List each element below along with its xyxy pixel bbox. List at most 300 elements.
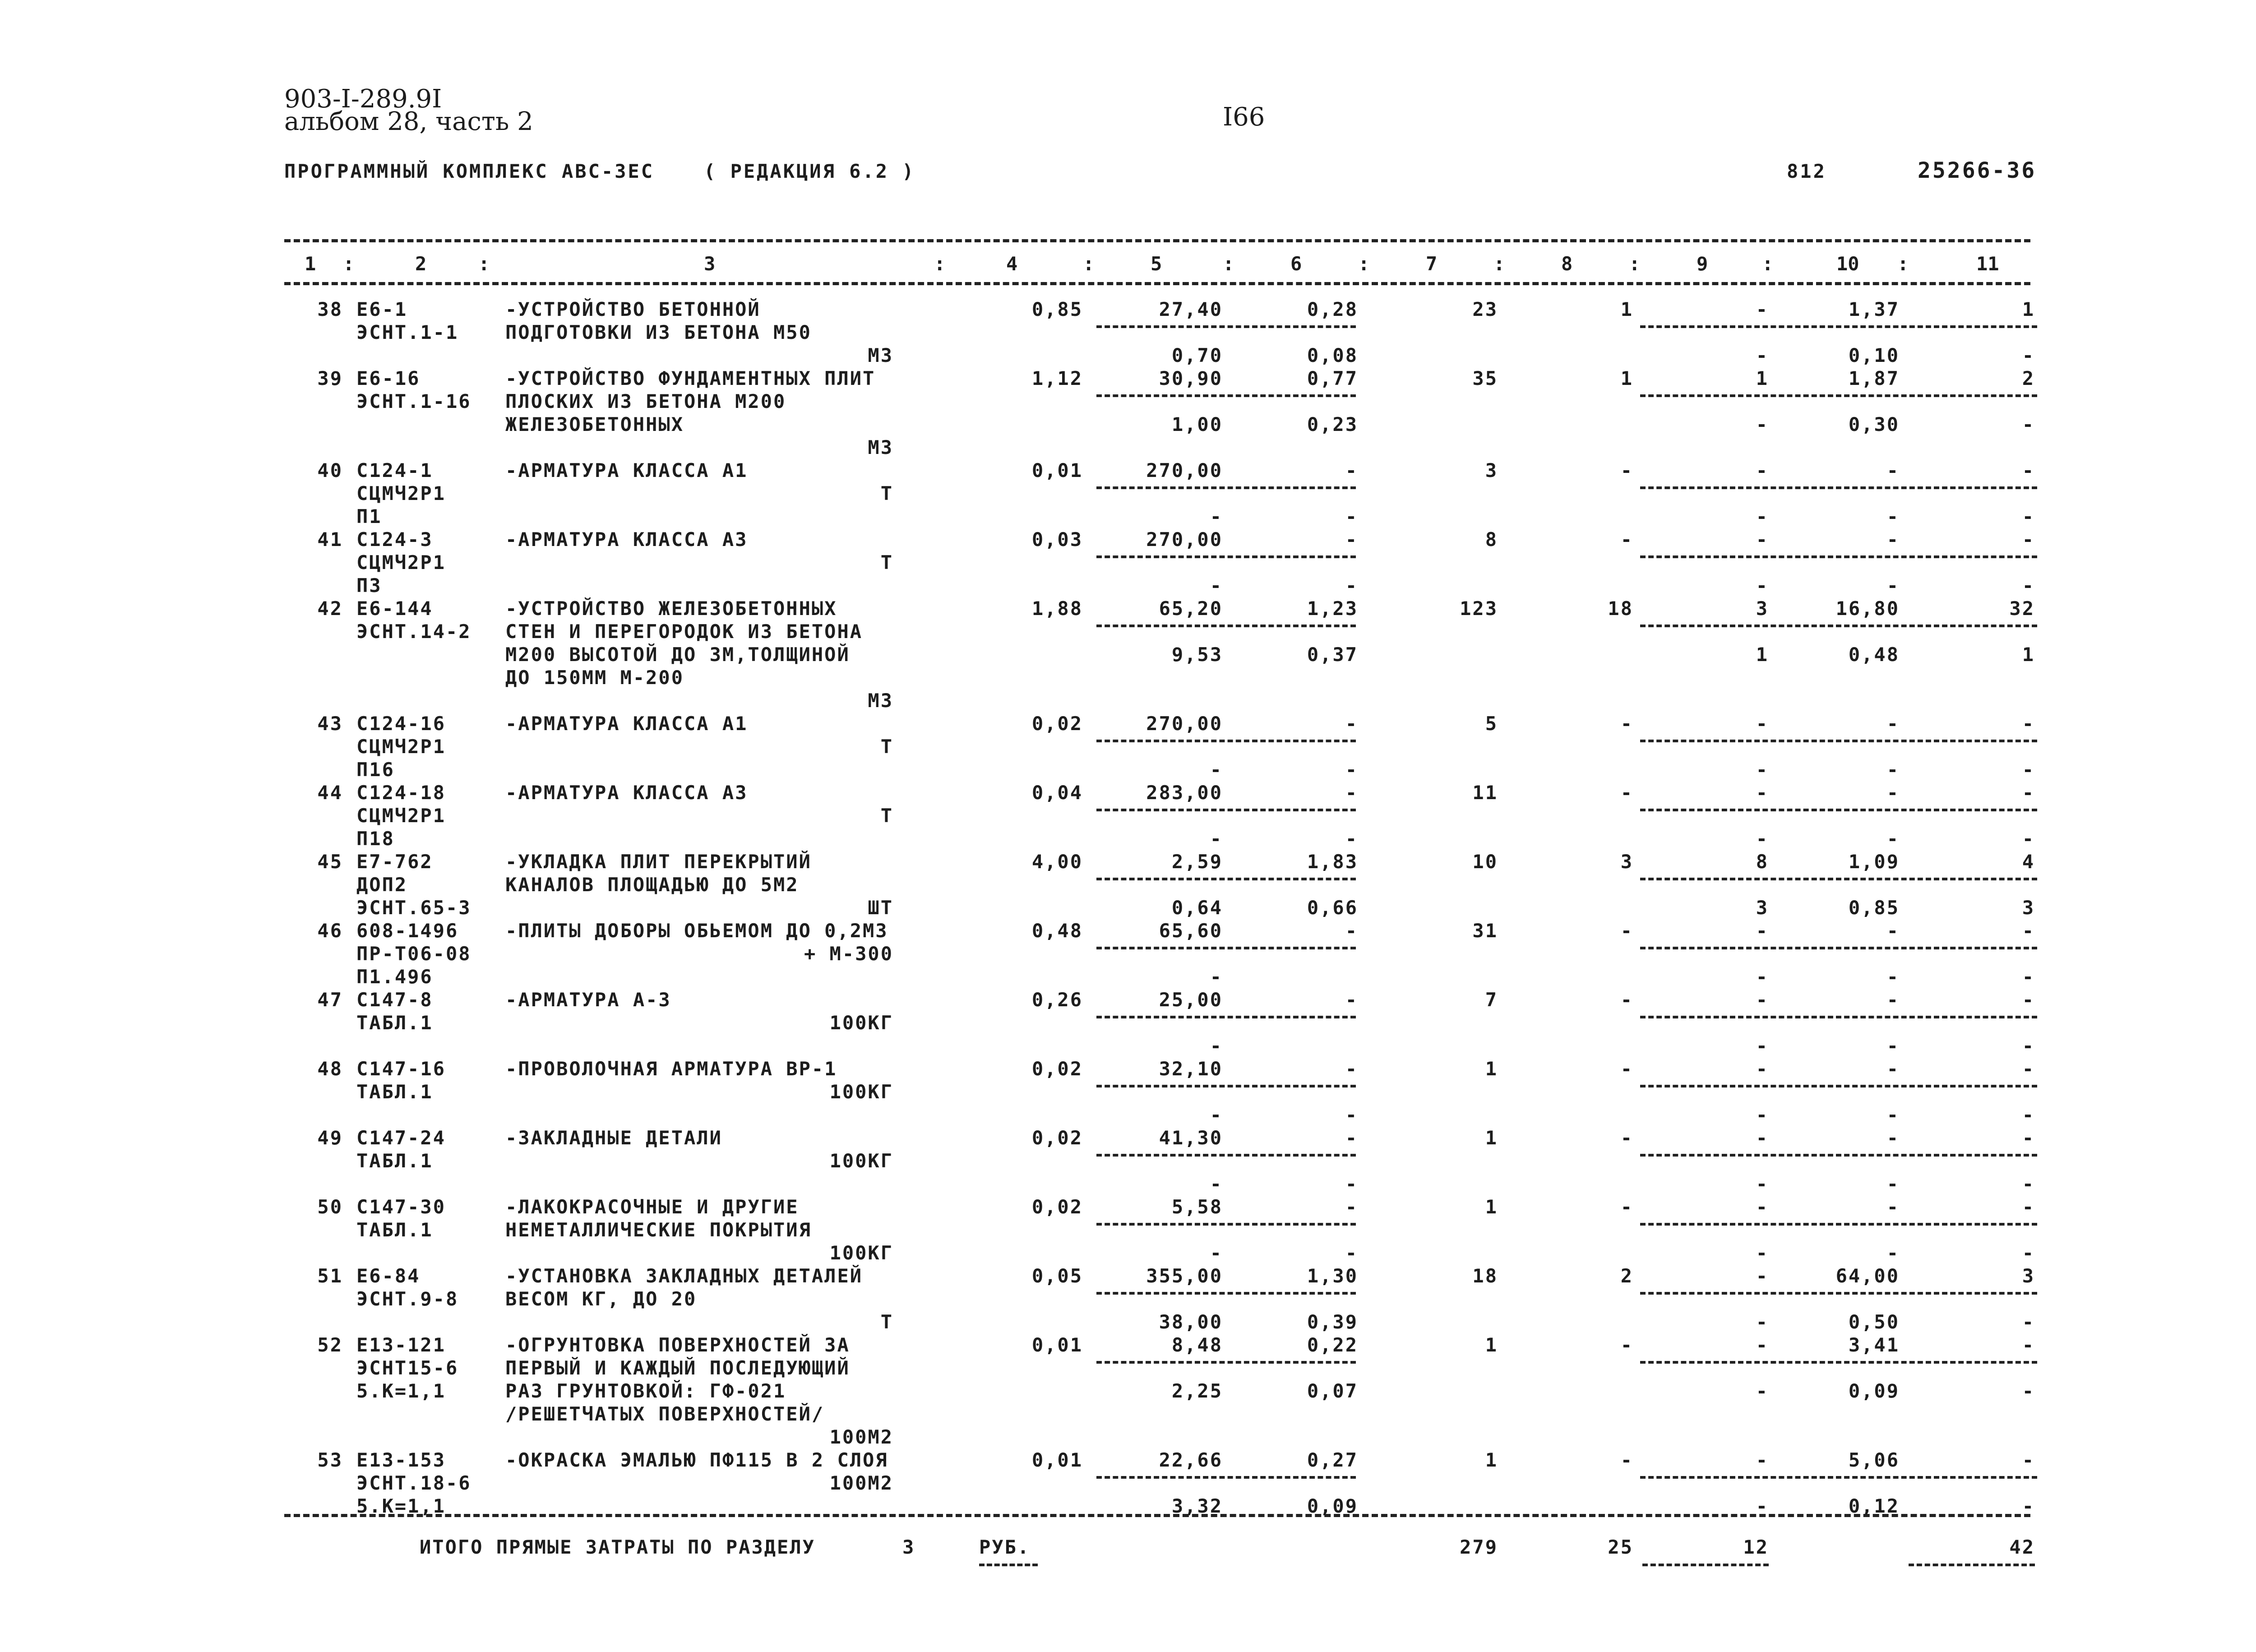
row-col7: 1 — [1485, 1127, 1498, 1149]
row-code: ЭСНТ.65-3 — [356, 897, 472, 919]
row-number: 48 — [317, 1058, 343, 1080]
cell-divider — [1096, 878, 1356, 880]
total-col9-underline — [1642, 1564, 1769, 1566]
row-unit: М3 — [868, 436, 893, 458]
row-code: ЭСНТ.9-8 — [356, 1288, 459, 1310]
row-description: ПЕРВЫЙ И КАЖДЫЙ ПОСЛЕДУЮЩИЙ — [505, 1357, 850, 1379]
row-col11-sub: - — [2022, 1495, 2035, 1517]
row-col9: 1 — [1756, 367, 1769, 389]
row-number: 40 — [317, 459, 343, 481]
row-col6-sub: 0,07 — [1307, 1380, 1358, 1402]
row-col9: - — [1756, 459, 1769, 481]
row-col6-sub: 0,37 — [1307, 643, 1358, 666]
row-quantity: 0,01 — [1031, 459, 1083, 481]
row-code: П18 — [356, 828, 395, 850]
cell-divider — [1096, 1292, 1356, 1295]
row-col10-sub: - — [1886, 505, 1900, 528]
row-col10: - — [1886, 528, 1900, 551]
row-col11: 2 — [2022, 367, 2035, 389]
row-col5-sub: - — [1210, 1242, 1223, 1264]
row-col7: 11 — [1472, 782, 1498, 804]
row-col11: - — [2022, 528, 2035, 551]
row-code: С147-30 — [356, 1196, 446, 1218]
row-unit: 100М2 — [829, 1426, 893, 1448]
row-code: СЦМЧ2Р1 — [356, 736, 446, 758]
row-quantity: 0,04 — [1031, 782, 1083, 804]
row-col6: - — [1345, 989, 1358, 1011]
row-quantity: 0,02 — [1031, 1196, 1083, 1218]
cell-divider — [1096, 1476, 1356, 1479]
row-col6: 0,77 — [1307, 367, 1358, 389]
row-col5: 283,00 — [1146, 782, 1223, 804]
row-col7: 7 — [1485, 989, 1498, 1011]
row-quantity: 0,02 — [1031, 1127, 1083, 1149]
row-code: ТАБЛ.1 — [356, 1219, 433, 1241]
row-description: СТЕН И ПЕРЕГОРОДОК ИЗ БЕТОНА — [505, 620, 863, 643]
album-info: альбом 28, часть 2 — [284, 107, 533, 136]
row-code: ЭСНТ15-6 — [356, 1357, 459, 1379]
program-title: ПРОГРАММНЫЙ КОМПЛЕКС АВС-3ЕС — [284, 160, 655, 182]
doc-number: 903-I-289.9I — [284, 84, 442, 114]
column-header-2: 2 — [415, 253, 427, 275]
row-code: 5.К=1,1 — [356, 1495, 446, 1517]
row-col10: - — [1886, 1196, 1900, 1218]
row-code: ТАБЛ.1 — [356, 1150, 433, 1172]
cell-divider — [1640, 1223, 2037, 1226]
column-separator: : — [1358, 253, 1370, 275]
row-col6: - — [1345, 1196, 1358, 1218]
cell-divider — [1096, 740, 1356, 742]
row-col5: 22,66 — [1159, 1449, 1223, 1471]
total-currency: РУБ. — [979, 1536, 1031, 1558]
row-quantity: 1,12 — [1031, 367, 1083, 389]
row-col9: - — [1756, 1127, 1769, 1149]
row-quantity: 0,01 — [1031, 1334, 1083, 1356]
row-unit: Т — [880, 482, 893, 504]
row-col9-sub: 3 — [1756, 897, 1769, 919]
row-unit: 100КГ — [829, 1242, 893, 1264]
row-col5-sub: 9,53 — [1171, 643, 1223, 666]
total-col7: 279 — [1460, 1536, 1498, 1558]
row-description: КАНАЛОВ ПЛОЩАДЬЮ ДО 5М2 — [505, 874, 799, 896]
row-col9: 8 — [1756, 851, 1769, 873]
row-number: 50 — [317, 1196, 343, 1218]
row-number: 41 — [317, 528, 343, 551]
row-col5: 270,00 — [1146, 528, 1223, 551]
row-col11: - — [2022, 459, 2035, 481]
row-code: С124-1 — [356, 459, 433, 481]
row-description: М200 ВЫСОТОЙ ДО 3М,ТОЛЩИНОЙ — [505, 643, 850, 666]
row-col10-sub: 0,12 — [1848, 1495, 1900, 1517]
row-code: П3 — [356, 574, 382, 597]
column-separator: : — [1493, 253, 1505, 275]
row-col10: - — [1886, 782, 1900, 804]
row-code: ЭСНТ.1-1 — [356, 321, 459, 343]
cell-divider — [1096, 1016, 1356, 1018]
cell-divider — [1096, 394, 1356, 397]
row-col9: - — [1756, 1196, 1769, 1218]
row-number: 49 — [317, 1127, 343, 1149]
column-separator: : — [1083, 253, 1095, 275]
row-col7: 1 — [1485, 1449, 1498, 1471]
program-edition: ( РЕДАКЦИЯ 6.2 ) — [704, 160, 915, 182]
row-quantity: 0,05 — [1031, 1265, 1083, 1287]
row-quantity: 0,02 — [1031, 713, 1083, 735]
row-col11-sub: - — [2022, 1242, 2035, 1264]
row-col9-sub: - — [1756, 759, 1769, 781]
row-unit: М3 — [868, 344, 893, 366]
cell-divider — [1096, 1085, 1356, 1087]
row-col8: 2 — [1620, 1265, 1633, 1287]
row-col10: 1,09 — [1848, 851, 1900, 873]
row-col5: 270,00 — [1146, 459, 1223, 481]
cell-divider — [1640, 1016, 2037, 1018]
row-quantity: 0,03 — [1031, 528, 1083, 551]
document-code: 25266-36 — [1918, 158, 2037, 183]
row-col8: - — [1620, 989, 1633, 1011]
row-col5-sub: - — [1210, 505, 1223, 528]
row-col9-sub: 1 — [1756, 643, 1769, 666]
row-col6: - — [1345, 459, 1358, 481]
row-col6-sub: - — [1345, 1173, 1358, 1195]
row-col9-sub: - — [1756, 828, 1769, 850]
row-col10: 16,80 — [1835, 597, 1900, 620]
row-col11-sub: - — [2022, 759, 2035, 781]
row-col6-sub: - — [1345, 759, 1358, 781]
row-col11: 32 — [2009, 597, 2035, 620]
cell-divider — [1096, 1154, 1356, 1157]
row-description: -УСТРОЙСТВО ФУНДАМЕНТНЫХ ПЛИТ — [505, 367, 876, 389]
row-col10-sub: - — [1886, 966, 1900, 988]
row-unit: + М-300 — [804, 943, 893, 965]
row-col11-sub: - — [2022, 505, 2035, 528]
row-col7: 10 — [1472, 851, 1498, 873]
row-col7: 1 — [1485, 1196, 1498, 1218]
row-description: -УСТРОЙСТВО БЕТОННОЙ — [505, 298, 761, 320]
row-col6-sub: - — [1345, 505, 1358, 528]
row-col8: 1 — [1620, 367, 1633, 389]
row-col11-sub: - — [2022, 1173, 2035, 1195]
row-col11-sub: - — [2022, 413, 2035, 435]
column-header-11: 11 — [1976, 253, 1999, 275]
row-unit: 100КГ — [829, 1012, 893, 1034]
column-header-5: 5 — [1151, 253, 1162, 275]
cell-divider — [1096, 325, 1356, 328]
row-col8: - — [1620, 1127, 1633, 1149]
table-header-rule — [284, 282, 2030, 285]
row-col9: - — [1756, 528, 1769, 551]
row-col7: 31 — [1472, 920, 1498, 942]
row-code: Е6-144 — [356, 597, 433, 620]
row-col9: - — [1756, 1334, 1769, 1356]
code-812: 812 — [1787, 160, 1826, 182]
row-code: 608-1496 — [356, 920, 459, 942]
row-description: -ПРОВОЛОЧНАЯ АРМАТУРА ВР-1 — [505, 1058, 837, 1080]
row-description: -АРМАТУРА КЛАССА А1 — [505, 459, 748, 481]
row-col11: - — [2022, 1058, 2035, 1080]
row-col9: - — [1756, 1449, 1769, 1471]
row-col10-sub: - — [1886, 1104, 1900, 1126]
row-col5: 270,00 — [1146, 713, 1223, 735]
row-col6-sub: 0,23 — [1307, 413, 1358, 435]
row-col11-sub: - — [2022, 344, 2035, 366]
row-code: ДОП2 — [356, 874, 408, 896]
cell-divider — [1096, 1361, 1356, 1364]
cell-divider — [1096, 809, 1356, 811]
row-description: -АРМАТУРА А-3 — [505, 989, 671, 1011]
row-col9: - — [1756, 298, 1769, 320]
row-quantity: 0,02 — [1031, 1058, 1083, 1080]
row-code: С147-24 — [356, 1127, 446, 1149]
total-label: ИТОГО ПРЯМЫЕ ЗАТРАТЫ ПО РАЗДЕЛУ — [420, 1536, 815, 1558]
row-col6-sub: - — [1345, 1242, 1358, 1264]
row-col11-sub: - — [2022, 1311, 2035, 1333]
row-number: 42 — [317, 597, 343, 620]
row-col5: 25,00 — [1159, 989, 1223, 1011]
column-header-4: 4 — [1006, 253, 1018, 275]
row-unit: 100КГ — [829, 1150, 893, 1172]
row-col5-sub: 38,00 — [1159, 1311, 1223, 1333]
row-code: Е7-762 — [356, 851, 433, 873]
row-col10-sub: - — [1886, 1173, 1900, 1195]
row-col5-sub: - — [1210, 1104, 1223, 1126]
row-col11: - — [2022, 989, 2035, 1011]
row-col10-sub: 0,50 — [1848, 1311, 1900, 1333]
row-col5: 2,59 — [1171, 851, 1223, 873]
row-col11: - — [2022, 1334, 2035, 1356]
cell-divider — [1640, 1085, 2037, 1087]
row-description: -УСТРОЙСТВО ЖЕЛЕЗОБЕТОННЫХ — [505, 597, 837, 620]
row-col10: - — [1886, 1127, 1900, 1149]
row-col10-sub: - — [1886, 1242, 1900, 1264]
row-col5-sub: - — [1210, 1173, 1223, 1195]
row-col8: 3 — [1620, 851, 1633, 873]
row-col9-sub: - — [1756, 966, 1769, 988]
row-unit: 100М2 — [829, 1472, 893, 1494]
row-col9: - — [1756, 920, 1769, 942]
row-description: -ОКРАСКА ЭМАЛЬЮ ПФ115 В 2 СЛОЯ — [505, 1449, 888, 1471]
row-col6-sub: 0,39 — [1307, 1311, 1358, 1333]
row-col6: 1,23 — [1307, 597, 1358, 620]
row-col11-sub: - — [2022, 966, 2035, 988]
row-col8: 18 — [1608, 597, 1633, 620]
row-description: ЖЕЛЕЗОБЕТОННЫХ — [505, 413, 684, 435]
row-code: П1 — [356, 505, 382, 528]
column-separator: : — [478, 253, 490, 275]
row-col10-sub: 0,09 — [1848, 1380, 1900, 1402]
row-col7: 123 — [1460, 597, 1498, 620]
row-number: 45 — [317, 851, 343, 873]
row-code: П16 — [356, 759, 395, 781]
row-col7: 35 — [1472, 367, 1498, 389]
row-col8: 1 — [1620, 298, 1633, 320]
row-code: П1.496 — [356, 966, 433, 988]
row-col10-sub: 0,10 — [1848, 344, 1900, 366]
row-col5-sub: - — [1210, 1035, 1223, 1057]
row-col10: 5,06 — [1848, 1449, 1900, 1471]
row-col9-sub: - — [1756, 1035, 1769, 1057]
row-col8: - — [1620, 782, 1633, 804]
row-col9-sub: - — [1756, 574, 1769, 597]
row-description: /РЕШЕТЧАТЫХ ПОВЕРХНОСТЕЙ/ — [505, 1403, 825, 1425]
column-header-3: 3 — [704, 253, 716, 275]
row-col6-sub: 0,08 — [1307, 344, 1358, 366]
row-col6: 1,30 — [1307, 1265, 1358, 1287]
total-col9: 12 — [1743, 1536, 1769, 1558]
row-description: -АРМАТУРА КЛАССА А3 — [505, 782, 748, 804]
row-col10: 3,41 — [1848, 1334, 1900, 1356]
row-col7: 5 — [1485, 713, 1498, 735]
row-number: 47 — [317, 989, 343, 1011]
page-number: I66 — [1223, 102, 1265, 132]
row-number: 39 — [317, 367, 343, 389]
row-col5: 32,10 — [1159, 1058, 1223, 1080]
row-unit: 100КГ — [829, 1081, 893, 1103]
row-col5-sub: - — [1210, 966, 1223, 988]
row-col6-sub: 0,66 — [1307, 897, 1358, 919]
row-col11: - — [2022, 713, 2035, 735]
row-col7: 1 — [1485, 1334, 1498, 1356]
row-col10: 64,00 — [1835, 1265, 1900, 1287]
row-col9: - — [1756, 1058, 1769, 1080]
row-code: Е13-153 — [356, 1449, 446, 1471]
row-col10: - — [1886, 1058, 1900, 1080]
row-col7: 18 — [1472, 1265, 1498, 1287]
row-code: СЦМЧ2Р1 — [356, 482, 446, 504]
row-col10: - — [1886, 459, 1900, 481]
row-col5-sub: 0,70 — [1171, 344, 1223, 366]
row-col11-sub: - — [2022, 1380, 2035, 1402]
row-col10-sub: - — [1886, 828, 1900, 850]
table-top-rule — [284, 239, 2030, 242]
row-code: ТАБЛ.1 — [356, 1081, 433, 1103]
total-currency-underline — [979, 1564, 1038, 1566]
row-col5: 65,20 — [1159, 597, 1223, 620]
row-col6: 0,28 — [1307, 298, 1358, 320]
row-code: ЭСНТ.1-16 — [356, 390, 472, 412]
row-col6-sub: - — [1345, 828, 1358, 850]
row-col9: - — [1756, 782, 1769, 804]
row-col8: - — [1620, 528, 1633, 551]
total-col11: 42 — [2009, 1536, 2035, 1558]
row-col7: 23 — [1472, 298, 1498, 320]
cell-divider — [1640, 625, 2037, 627]
row-col10-sub: 0,48 — [1848, 643, 1900, 666]
cell-divider — [1640, 555, 2037, 558]
cell-divider — [1640, 325, 2037, 328]
total-col8: 25 — [1608, 1536, 1633, 1558]
row-col10-sub: - — [1886, 759, 1900, 781]
cell-divider — [1640, 1476, 2037, 1479]
column-header-6: 6 — [1290, 253, 1302, 275]
row-col9-sub: - — [1756, 1380, 1769, 1402]
row-col11-sub: 3 — [2022, 897, 2035, 919]
row-col8: - — [1620, 1058, 1633, 1080]
cell-divider — [1096, 947, 1356, 949]
row-col5: 65,60 — [1159, 920, 1223, 942]
row-code: Е6-84 — [356, 1265, 421, 1287]
row-col11-sub: - — [2022, 574, 2035, 597]
row-col5-sub: 0,64 — [1171, 897, 1223, 919]
row-col6: - — [1345, 713, 1358, 735]
row-unit: Т — [880, 736, 893, 758]
row-unit: ШТ — [868, 897, 893, 919]
cell-divider — [1096, 555, 1356, 558]
row-col5: 41,30 — [1159, 1127, 1223, 1149]
row-col10-sub: - — [1886, 1035, 1900, 1057]
row-code: ПР-Т06-08 — [356, 943, 472, 965]
row-description: -ОГРУНТОВКА ПОВЕРХНОСТЕЙ ЗА — [505, 1334, 850, 1356]
row-col11: - — [2022, 1449, 2035, 1471]
row-col10-sub: - — [1886, 574, 1900, 597]
row-col6: 0,22 — [1307, 1334, 1358, 1356]
row-number: 44 — [317, 782, 343, 804]
row-number: 38 — [317, 298, 343, 320]
row-code: С124-16 — [356, 713, 446, 735]
row-unit: Т — [880, 1311, 893, 1333]
row-col8: - — [1620, 1196, 1633, 1218]
row-quantity: 1,88 — [1031, 597, 1083, 620]
column-header-7: 7 — [1426, 253, 1438, 275]
total-section: 3 — [902, 1536, 915, 1558]
row-col5-sub: 3,32 — [1171, 1495, 1223, 1517]
row-col7: 3 — [1485, 459, 1498, 481]
row-col8: - — [1620, 459, 1633, 481]
cell-divider — [1640, 486, 2037, 489]
row-description: НЕМЕТАЛЛИЧЕСКИЕ ПОКРЫТИЯ — [505, 1219, 812, 1241]
row-code: СЦМЧ2Р1 — [356, 805, 446, 827]
column-separator: : — [1762, 253, 1774, 275]
row-description: -АРМАТУРА КЛАССА А3 — [505, 528, 748, 551]
row-code: 5.К=1,1 — [356, 1380, 446, 1402]
cell-divider — [1096, 486, 1356, 489]
row-col9: - — [1756, 1265, 1769, 1287]
row-col5: 30,90 — [1159, 367, 1223, 389]
column-separator: : — [1223, 253, 1234, 275]
row-description: ВЕСОМ КГ, ДО 20 — [505, 1288, 697, 1310]
row-col9: 3 — [1756, 597, 1769, 620]
row-quantity: 0,01 — [1031, 1449, 1083, 1471]
row-code: Е6-16 — [356, 367, 421, 389]
row-unit: М3 — [868, 689, 893, 712]
row-col10-sub: 0,85 — [1848, 897, 1900, 919]
row-code: Е13-121 — [356, 1334, 446, 1356]
row-col5-sub: 2,25 — [1171, 1380, 1223, 1402]
row-quantity: 0,85 — [1031, 298, 1083, 320]
row-code: ЭСНТ.14-2 — [356, 620, 472, 643]
row-number: 51 — [317, 1265, 343, 1287]
row-col7: 8 — [1485, 528, 1498, 551]
row-col6-sub: - — [1345, 1104, 1358, 1126]
row-description: -ЛАКОКРАСОЧНЫЕ И ДРУГИЕ — [505, 1196, 799, 1218]
row-col10: 1,87 — [1848, 367, 1900, 389]
row-code: СЦМЧ2Р1 — [356, 551, 446, 574]
row-description: ДО 150ММ М-200 — [505, 666, 684, 689]
column-separator: : — [343, 253, 355, 275]
cell-divider — [1640, 740, 2037, 742]
row-col10: 1,37 — [1848, 298, 1900, 320]
row-description: РАЗ ГРУНТОВКОЙ: ГФ-021 — [505, 1380, 786, 1402]
total-col11-underline — [1909, 1564, 2035, 1566]
row-col7: 1 — [1485, 1058, 1498, 1080]
row-description: -ЗАКЛАДНЫЕ ДЕТАЛИ — [505, 1127, 722, 1149]
column-header-10: 10 — [1836, 253, 1859, 275]
row-number: 52 — [317, 1334, 343, 1356]
row-col11: - — [2022, 782, 2035, 804]
row-col11-sub: - — [2022, 1035, 2035, 1057]
row-col5: 355,00 — [1146, 1265, 1223, 1287]
cell-divider — [1640, 878, 2037, 880]
